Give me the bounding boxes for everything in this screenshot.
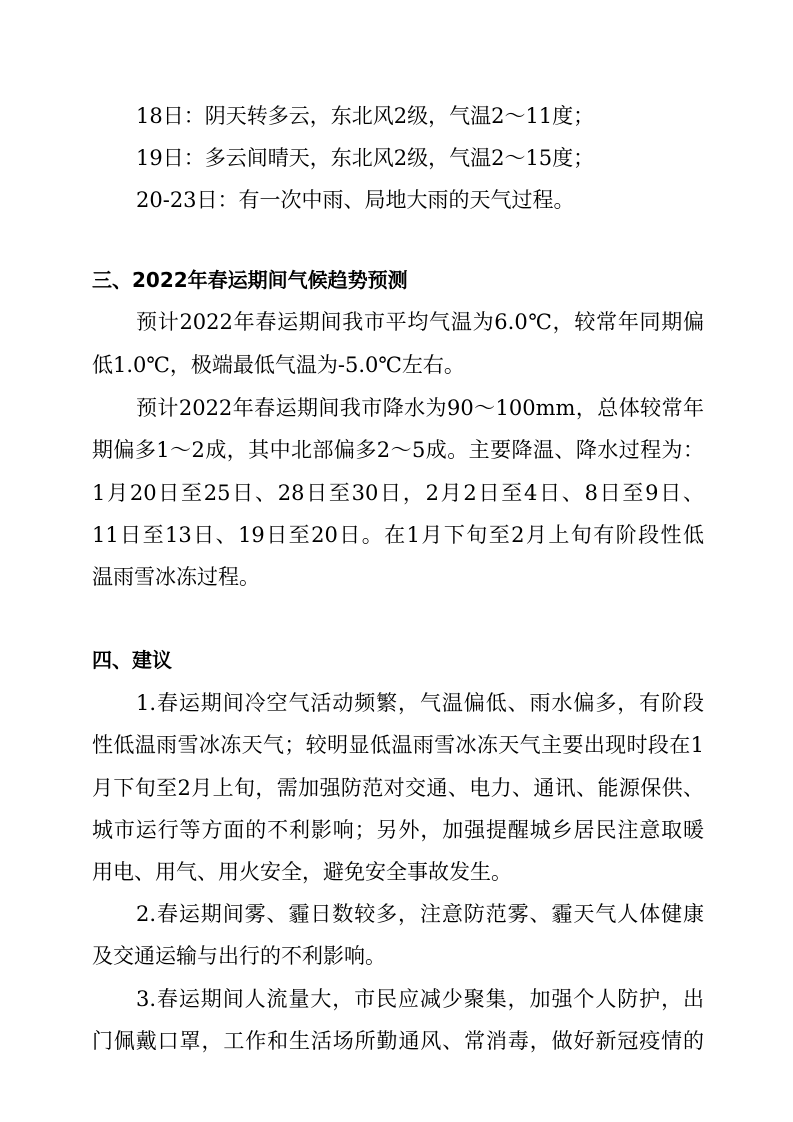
section-4-paragraph-line: 城市运行等方面的不利影响；另外，加强提醒城乡居民注意取暖 <box>92 818 704 842</box>
section-4-heading: 四、建议 <box>92 648 172 672</box>
section-3-heading: 三、2022年春运期间气候趋势预测 <box>92 268 408 292</box>
section-4-paragraph-line: 1.春运期间冷空气活动频繁，气温偏低、雨水偏多，有阶段 <box>136 691 704 715</box>
forecast-line-18: 18日：阴天转多云，东北风2级，气温2～11度； <box>136 104 595 128</box>
section-4-paragraph-line: 用电、用气、用火安全，避免安全事故发生。 <box>92 860 512 884</box>
section-4-paragraph-line: 性低温雨雪冰冻天气；较明显低温雨雪冰冻天气主要出现时段在1 <box>92 733 704 757</box>
section-3-paragraph-line: 预计2022年春运期间我市平均气温为6.0℃，较常年同期偏 <box>136 310 704 334</box>
section-3-paragraph-line: 低1.0℃，极端最低气温为-5.0℃左右。 <box>92 353 465 377</box>
section-3-paragraph-line: 预计2022年春运期间我市降水为90～100mm，总体较常年 <box>136 396 704 420</box>
section-4-paragraph-line: 3.春运期间人流量大，市民应减少聚集，加强个人防护，出 <box>136 987 704 1011</box>
section-4-paragraph-line: 2.春运期间雾、霾日数较多，注意防范雾、霾天气人体健康 <box>136 902 704 926</box>
section-4-paragraph-line: 及交通运输与出行的不利影响。 <box>92 944 386 968</box>
forecast-line-20-23: 20-23日：有一次中雨、局地大雨的天气过程。 <box>136 188 575 212</box>
section-4-paragraph-line: 月下旬至2月上旬，需加强防范对交通、电力、通讯、能源保供、 <box>92 776 704 800</box>
section-3-paragraph-line: 1月20日至25日、28日至30日，2月2日至4日、8日至9日、 <box>92 481 704 505</box>
section-3-paragraph-line: 11日至13日、19日至20日。在1月下旬至2月上旬有阶段性低 <box>92 523 704 547</box>
section-4-paragraph-line: 门佩戴口罩，工作和生活场所勤通风、常消毒，做好新冠疫情的 <box>92 1029 704 1053</box>
section-3-paragraph-line: 温雨雪冰冻过程。 <box>92 565 260 589</box>
forecast-line-19: 19日：多云间晴天，东北风2级，气温2～15度； <box>136 146 595 170</box>
section-3-paragraph-line: 期偏多1～2成，其中北部偏多2～5成。主要降温、降水过程为： <box>92 438 704 462</box>
